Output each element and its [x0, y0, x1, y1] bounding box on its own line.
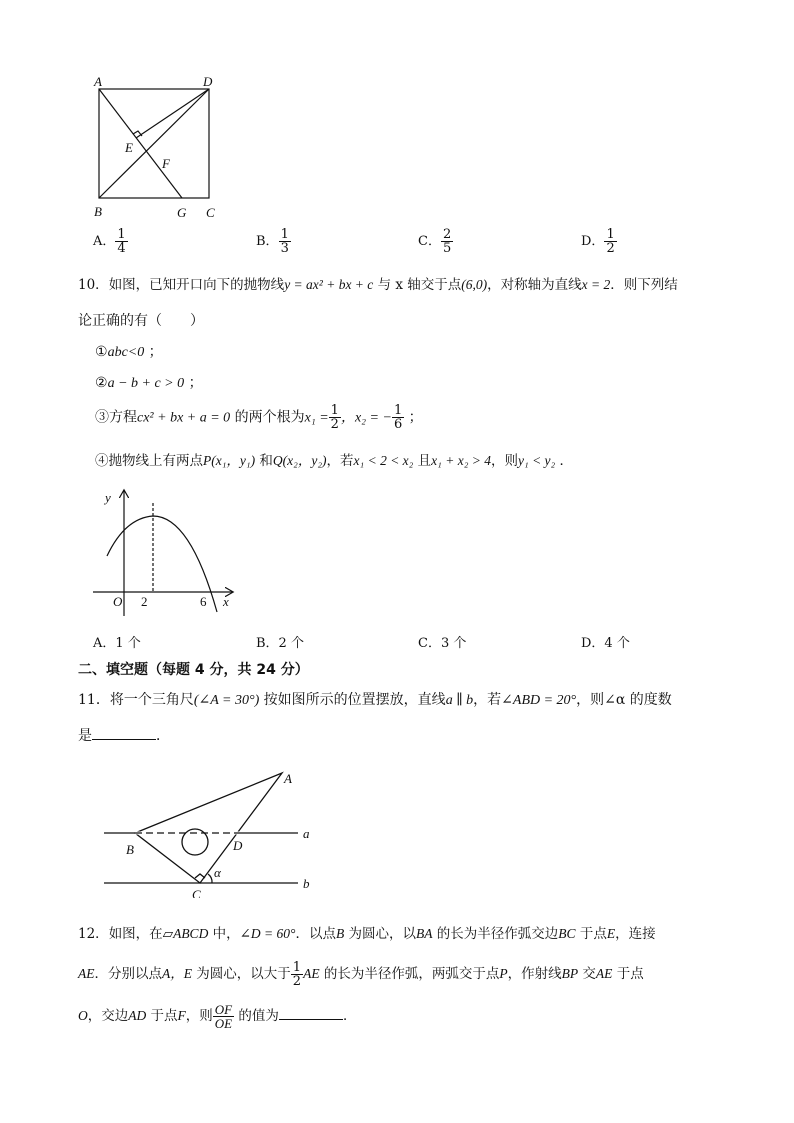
segment-ag: [99, 89, 182, 198]
label-e: E: [125, 140, 133, 155]
label-g: G: [177, 205, 187, 220]
q12-stem-line1: 12．如图，在▱ABCD 中，∠D = 60°．以点B 为圆心，以BA 的长为半径作弧交边BC 于点E，连接: [78, 926, 656, 942]
q11-answer-blank[interactable]: [92, 727, 156, 740]
q9-option-c[interactable]: C． $\frac{2}{5}$: [418, 227, 452, 256]
label-f: F: [162, 156, 170, 171]
triangle-ruler: [135, 773, 282, 883]
right-angle-mark-c: [195, 874, 205, 878]
q10-option-c[interactable]: C．3 个: [418, 636, 467, 651]
q10-option-b[interactable]: B．2 个: [256, 636, 304, 651]
q10-parabola-graph: [90, 486, 240, 618]
section-heading: 二、填空题（每题 4 分，共 24 分）: [78, 662, 309, 678]
label-d: D: [203, 74, 213, 89]
q10-option-a[interactable]: A．1 个: [93, 636, 141, 651]
q11-label-b: B: [126, 842, 134, 857]
q10-option-d[interactable]: D．4 个: [581, 636, 630, 651]
q10-statement-2: ②a − b + c > 0 ；: [95, 375, 203, 391]
q11-label-c: C: [192, 887, 201, 898]
label-b: B: [94, 204, 102, 219]
graph-tick-2: 2: [141, 594, 148, 609]
q11-figure: [100, 763, 325, 898]
q11-label-alpha: α: [214, 865, 221, 880]
q10-statement-1: ①abc<0 ；: [95, 344, 163, 360]
label-a: A: [94, 74, 102, 89]
label-c: C: [206, 205, 215, 220]
q9-figure: [86, 72, 226, 224]
q11-label-line-a: a: [303, 826, 310, 841]
q12-stem-line3: O，交边AD 于点F，则 $\frac{OF}{OE}$ 的值为 ．: [78, 1002, 357, 1031]
alpha-arc: [208, 874, 212, 883]
segment-bd: [99, 89, 209, 198]
q10-statement-3: ③方程cx² + bx + a = 0 的两个根为x₁ = $\frac{1}{2}$ ，x₂ = − $\frac{1}{6}$ ；: [95, 403, 423, 432]
q10-statement-4: ④抛物线上有两点P(x₁，y₁) 和Q(x₂，y₂)，若x₁ < 2 < x₂ 且x₁ + x₂ > 4，则y₁ < y₂ ．: [95, 453, 574, 469]
q11-label-d: D: [233, 838, 243, 853]
q9-option-a[interactable]: A． $\frac{1}{4}$: [93, 227, 126, 256]
q12-stem-line2: AE．分别以点A，E 为圆心，以大于 $\frac{1}{2}$ AE 的长为半径作弧，两弧交于点P，作射线BP 交AE 于点: [78, 960, 644, 989]
segment-de: [136, 89, 209, 138]
graph-y-label: y: [105, 490, 111, 505]
graph-x-label: x: [223, 594, 229, 609]
q11-label-a: A: [284, 771, 292, 786]
q10-stem-line2: 论正确的有（ ）: [78, 313, 204, 329]
graph-origin-label: O: [113, 594, 123, 609]
q12-answer-blank[interactable]: [279, 1007, 343, 1020]
q11-stem-line2: 是 ．: [78, 728, 170, 744]
q9-option-d[interactable]: D． $\frac{1}{2}$: [581, 227, 615, 256]
q11-label-line-b: b: [303, 876, 310, 891]
q11-stem-line1: 11．将一个三角尺(∠A = 30°) 按如图所示的位置摆放，直线a ∥ b，若∠ABD = 20°，则∠α 的度数: [78, 692, 672, 708]
graph-tick-6: 6: [200, 594, 207, 609]
q10-stem-line1: 10．如图，已知开口向下的抛物线y = ax² + bx + c 与 x 轴交于点(6,0)，对称轴为直线x = 2．则下列结: [78, 277, 678, 293]
q9-option-b[interactable]: B． $\frac{1}{3}$: [256, 227, 289, 256]
